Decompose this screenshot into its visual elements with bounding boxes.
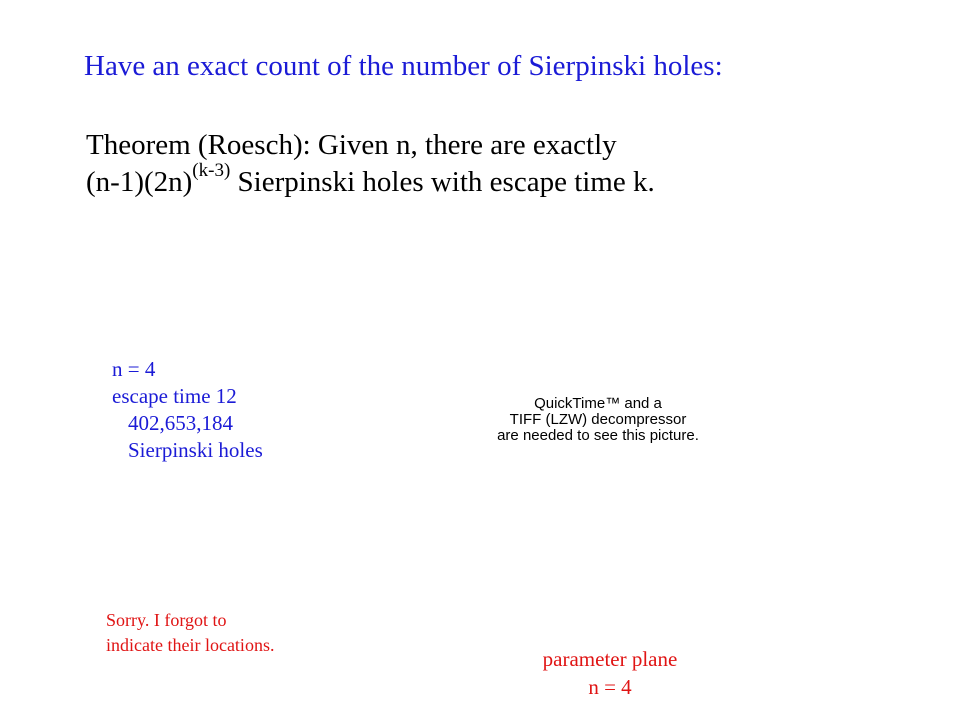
theorem-statement (86, 127, 655, 204)
theorem-line-2 (86, 160, 655, 204)
theorem-line-1: Theorem (Roesch): Given n, there are exactly (86, 129, 617, 161)
missing-image-placeholder (478, 396, 718, 452)
slide-heading: Have an exact count of the number of Sierpinski holes: (84, 50, 723, 82)
hole-count-stats (112, 356, 263, 464)
hole-count: 402,653,184 (128, 411, 233, 435)
placeholder-line-2: TIFF (LZW) decompressor (509, 411, 687, 428)
escape-time: escape time 12 (112, 384, 237, 408)
apology-note (106, 608, 274, 658)
n-value: n = 4 (112, 357, 156, 381)
theorem-line-2-rest: Sierpinski holes with escape time k. (230, 166, 655, 198)
theorem-formula: (n-1)(2n) (86, 166, 193, 198)
hole-count-label: Sierpinski holes (128, 438, 263, 462)
theorem-exponent: (k-3) (192, 160, 231, 181)
caption-line-1: parameter plane (542, 647, 678, 671)
placeholder-line-3: are needed to see this picture. (497, 427, 699, 444)
image-caption (500, 645, 720, 701)
apology-line-2: indicate their locations. (106, 635, 275, 655)
apology-line-1: Sorry. I forgot to (106, 610, 227, 630)
placeholder-line-1: QuickTime™ and a (534, 395, 662, 412)
caption-line-2: n = 4 (588, 675, 632, 699)
